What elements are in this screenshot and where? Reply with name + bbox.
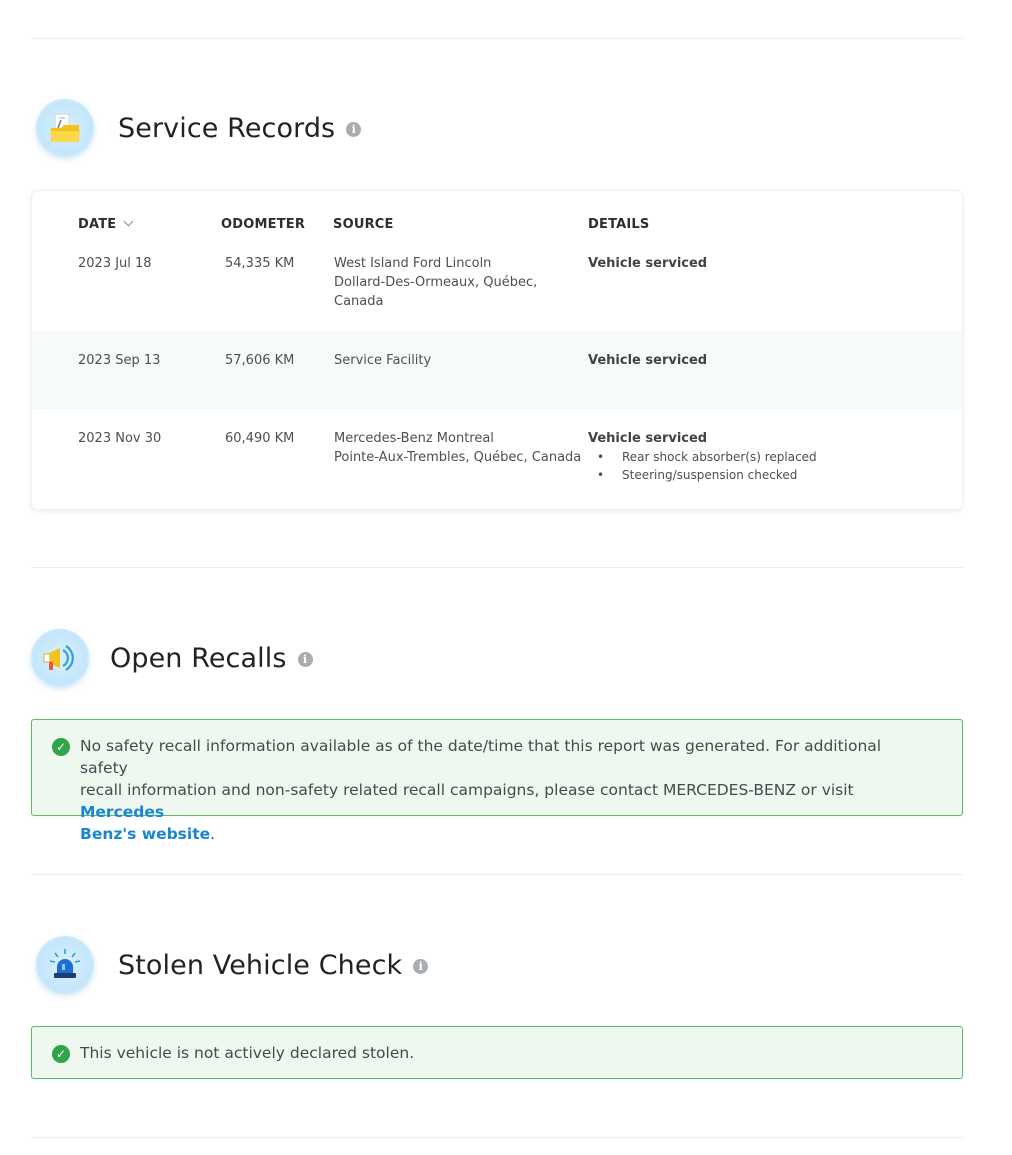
megaphone-icon: [31, 629, 89, 687]
list-item: • Steering/suspension checked: [588, 466, 817, 484]
list-item: • Rear shock absorber(s) replaced: [588, 448, 817, 466]
cell-source: [334, 254, 537, 311]
cell-odometer: 54,335 KM: [225, 256, 295, 271]
section-title: Service Records: [118, 112, 336, 144]
table-row: [32, 243, 962, 331]
section-title: Open Recalls: [110, 642, 287, 674]
source-line: Mercedes-Benz Montreal: [334, 431, 494, 446]
column-header-source: SOURCE: [333, 217, 394, 232]
chevron-down-icon: [124, 217, 134, 227]
source-line: Pointe-Aux-Trembles, Québec, Canada: [334, 450, 582, 465]
cell-odometer: 57,606 KM: [225, 353, 295, 368]
section-divider: [31, 567, 963, 568]
service-records-header: [36, 99, 361, 157]
alert-message: This vehicle is not actively declared stolen.: [80, 1044, 415, 1062]
column-header-odometer: ODOMETER: [221, 217, 306, 232]
check-circle-icon: ✓: [52, 1045, 70, 1063]
info-icon[interactable]: i: [298, 652, 313, 667]
column-header-date[interactable]: [78, 217, 132, 232]
section-title: Stolen Vehicle Check: [118, 949, 403, 981]
alert-message: [80, 735, 930, 845]
mercedes-website-link[interactable]: Mercedes: [80, 803, 165, 821]
cell-details: Vehicle serviced: [588, 256, 708, 271]
source-line: Dollard-Des-Ormeaux, Québec,: [334, 275, 538, 290]
mercedes-website-link[interactable]: Benz's website: [80, 825, 211, 843]
cell-date: 2023 Jul 18: [78, 256, 152, 271]
cell-source: [334, 429, 581, 467]
cell-source: [334, 351, 431, 370]
table-row: [32, 409, 962, 505]
details-list: [588, 448, 817, 484]
stolen-status-alert: [31, 1026, 963, 1079]
alert-message-line: No safety recall information available as of the date/time that this report was generated. For additional safety: [80, 737, 882, 777]
section-divider: [31, 874, 963, 875]
bottom-divider: [31, 1137, 963, 1138]
open-recalls-header: [31, 629, 313, 687]
info-icon[interactable]: i: [346, 122, 361, 137]
details-main: Vehicle serviced: [588, 431, 708, 446]
top-divider: [31, 38, 963, 39]
column-header-label: DATE: [78, 217, 117, 232]
cell-date: 2023 Sep 13: [78, 353, 161, 368]
stolen-vehicle-header: [36, 936, 428, 994]
column-header-details: DETAILS: [588, 217, 650, 232]
source-line: West Island Ford Lincoln: [334, 256, 492, 271]
recall-status-alert: [31, 719, 963, 843]
cell-date: 2023 Nov 30: [78, 431, 162, 446]
cell-details: [588, 429, 817, 484]
info-icon[interactable]: i: [413, 959, 428, 974]
service-records-table: [31, 190, 963, 510]
folder-document-icon: [36, 99, 94, 157]
period: .: [210, 825, 216, 843]
cell-details: Vehicle serviced: [588, 353, 708, 368]
source-line: Service Facility: [334, 353, 432, 368]
table-row: [32, 331, 962, 409]
siren-icon: [36, 936, 94, 994]
cell-odometer: 60,490 KM: [225, 431, 295, 446]
alert-message-line: recall information and non-safety related recall campaigns, please contact MERCEDES-BENZ or visit: [80, 781, 854, 799]
check-circle-icon: ✓: [52, 738, 70, 756]
source-line: Canada: [334, 294, 384, 309]
